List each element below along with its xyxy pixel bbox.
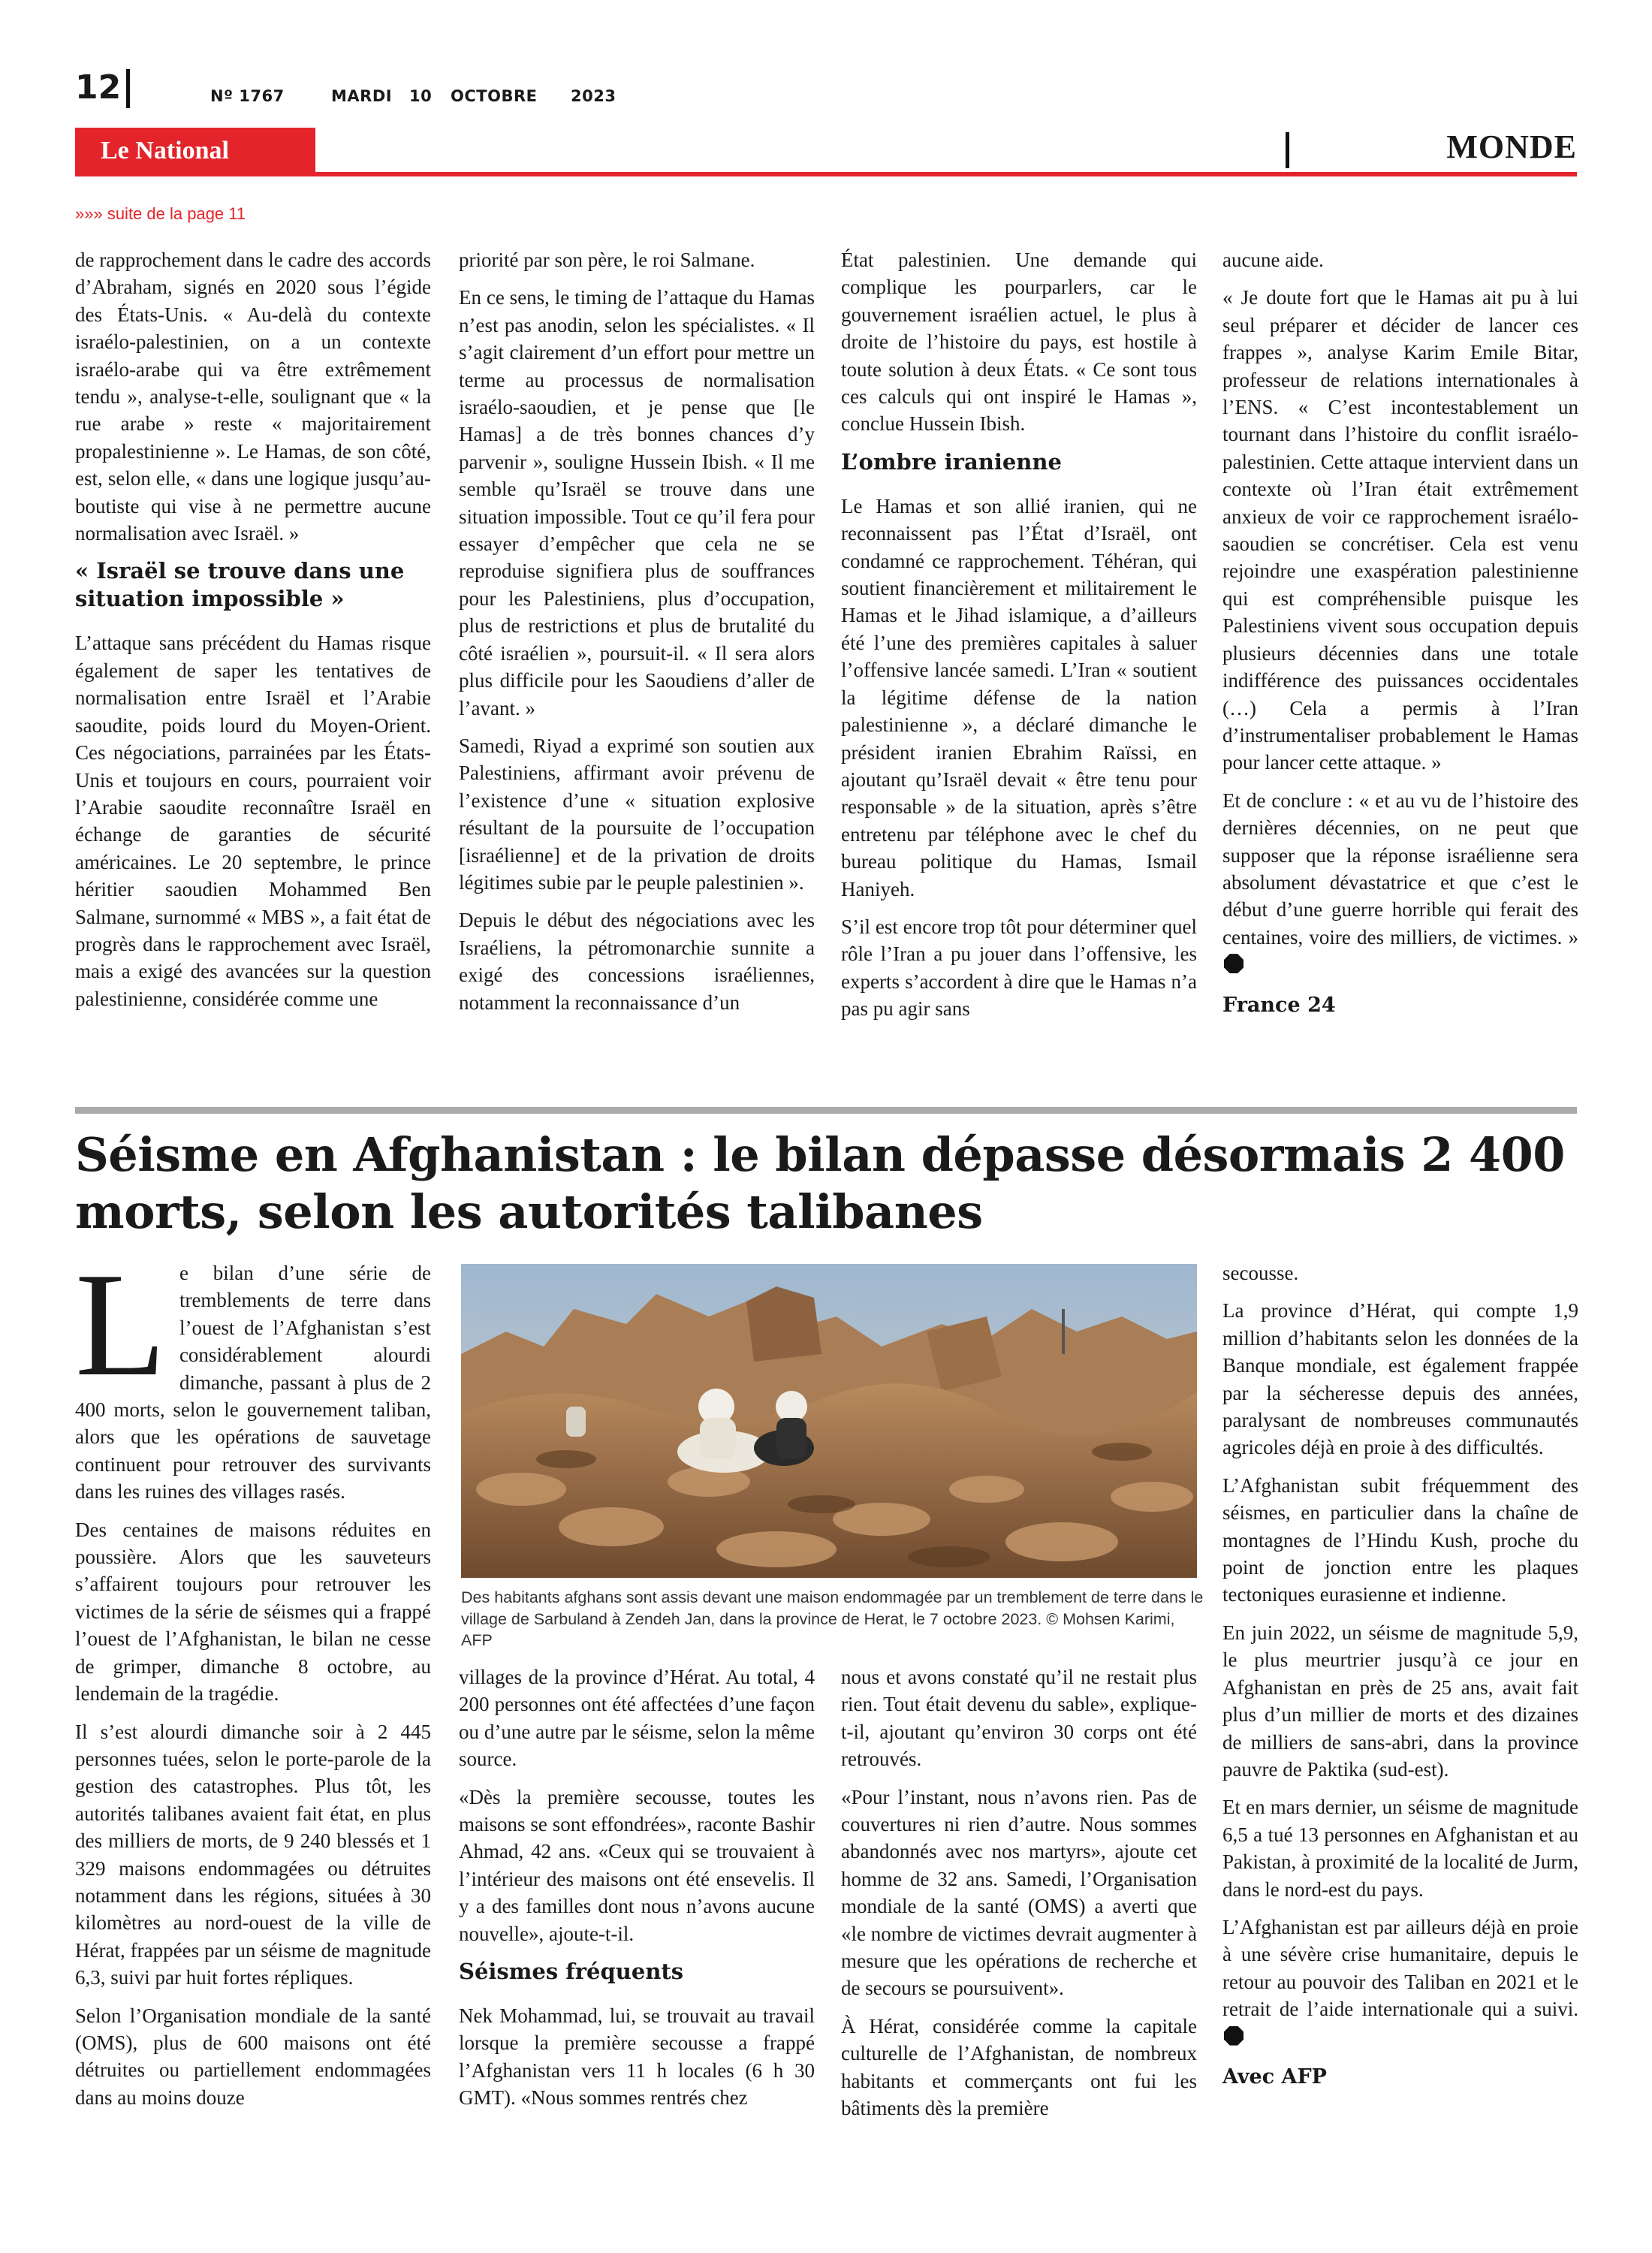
article1-column-1 — [75, 246, 431, 1023]
paragraph: Depuis le début des négociations avec les Israéliens, la pétromonarchie sunnite a exigé des concessions israéliennes, notamment la reconnaissance d’un — [459, 909, 815, 1014]
brand-logo: Le National — [101, 137, 229, 164]
earthquake-photo — [461, 1264, 1197, 1578]
paragraph: En ce sens, le timing de l’attaque du Hamas n’est pas anodin, selon les spécialistes. « Il s’agit clairement d’un effort pour mettre un terme au processus de normalisation israélo-saoudien, et je pense que [le Hamas] a de très bonnes chances d’y parvenir », souligne Hussein Ibish. « Il me semble qu’Israël se trouve dans une situation impossible. Tout ce qu’il fera pour essayer d’empêcher que cela ne se reproduise signifiera plus de souffrances pour les Palestiniens, plus d’occupation, plus de restrictions et plus de brutalité du côté israélien », poursuit-il. « Il sera alors plus difficile pour les Saoudiens d’aller de l’avant. » — [459, 286, 815, 719]
end-of-article-icon — [1224, 954, 1244, 973]
article2-column-4 — [1222, 1259, 1578, 2091]
article2-column-3 — [841, 1663, 1197, 2133]
paragraph: Nek Mohammad, lui, se trouvait au travail lorsque la première secousse a frappé l’Afghanistan vers 11 h locales (6 h 30 GMT). «Nous sommes rentrés chez — [459, 2004, 815, 2110]
paragraph-text: e bilan d’une série de tremblements de terre dans l’ouest de l’Afghanistan s’est considérablement alourdi dimanche, passant à plus de 2 400 morts, selon le gouvernement taliban, alors que les opérations de sauvetage continuent pour retrouver des survivants dans les ruines des villages rasés. — [75, 1262, 431, 1504]
article2-headline: Séisme en Afghanistan : le bilan dépasse désormais 2 400 morts, selon les autorités talibanes — [75, 1127, 1565, 1239]
paragraph: Et en mars dernier, un séisme de magnitude 6,5 a tué 13 personnes en Afghanistan et au Pakistan, à proximité de la localité de Jurm, dans le nord-est du pays. — [1222, 1796, 1578, 1901]
issue-number: Nº 1767 — [210, 87, 285, 105]
article-separator — [75, 1107, 1577, 1114]
paragraph: La province d’Hérat, qui compte 1,9 million d’habitants selon les données de la Banque mondiale, est également frappée par la sécheresse depuis des années, paralysant de nombreuses communautés agricoles déjà en proie à des difficultés. — [1222, 1299, 1578, 1459]
paragraph-text: L’Afghanistan est par ailleurs déjà en proie à une sévère crise humanitaire, depuis le retour au pouvoir des Taliban en 2021 et le retrait de l’aide internationale qui a suivi. — [1222, 1915, 1578, 2021]
paragraph — [75, 1242, 431, 1506]
subheading: « Israël se trouve dans une situation impossible » — [75, 558, 405, 612]
paragraph: priorité par son père, le roi Salmane. — [459, 249, 755, 271]
photo-caption: Des habitants afghans sont assis devant une maison endommagée par un tremblement de terre dans le village de Sarbuland à Zendeh Jan, dans la province de Herat, le 7 octobre 2023. © Mohsen Karimi, AFP — [461, 1588, 1204, 1650]
paragraph: S’il est encore trop tôt pour déterminer quel rôle l’Iran a pu jouer dans l’offensive, les experts s’accordent à dire que le Hamas n’a pas pu agir sans — [841, 915, 1197, 1021]
end-of-article-icon — [1224, 2026, 1244, 2046]
drop-cap: L — [75, 1242, 166, 1407]
header-rule — [75, 172, 1577, 176]
article1-column-3 — [841, 246, 1197, 1033]
paragraph: secousse. — [1222, 1262, 1299, 1284]
paragraph: de rapprochement dans le cadre des accords d’Abraham, signés en 2020 sous l’égide des États-Unis. « Au-delà du contexte israélo-palestinien, on a un contexte israélo-arabe qui va être extrêmement tendu », analyse-t-elle, soulignant que « la rue arabe » reste « majoritairement propalestinienne ». Le Hamas, de son côté, est, selon elle, « dans une logique jusqu’au-boutiste qui vise à ne permettre aucune normalisation avec Israël. » — [75, 249, 431, 545]
paragraph: «Dès la première secousse, toutes les maisons se sont effondrées», raconte Bashir Ahmad, 42 ans. «Ceux qui se trouvaient à l’intérieur des maisons ont été ensevelis. Il y a des familles dont nous n’avons aucune nouvelle», ajoute-t-il. — [459, 1785, 815, 1945]
paragraph: En juin 2022, un séisme de magnitude 5,9, le plus meurtrier jusqu’à ce jour en Afghanistan en près de 25 ans, avait fait plus d’un millier de morts et des dizaines de milliers de sans-abri, dans la province pauvre de Paktika (sud-est). — [1222, 1621, 1578, 1781]
date-month: OCTOBRE — [451, 87, 538, 105]
paragraph: Samedi, Riyad a exprimé son soutien aux Palestiniens, affirmant avoir prévenu de l’existence d’une « situation explosive résultant de la poursuite de l’occupation [israélienne] et de la privation de droits légitimes subie par le peuple palestinien ». — [459, 734, 815, 894]
date-number: 10 — [409, 87, 433, 105]
paragraph: aucune aide. — [1222, 249, 1324, 271]
paragraph: Il s’est alourdi dimanche soir à 2 445 personnes tuées, selon le porte-parole de la gestion des catastrophes. Plus tôt, les autorités talibanes avaient fait état, en plus des milliers de morts, de 9 240 blessés et 1 329 maisons endommagées ou détruites notamment dans les régions, situées à 30 kilomètres au nord-ouest de la ville de Hérat, frappées par un séisme de magnitude 6,3, suivi par huit fortes répliques. — [75, 1720, 431, 1989]
subheading: Séismes fréquents — [459, 1959, 684, 1985]
paragraph: L’Afghanistan subit fréquemment des séismes, en particulier dans la chaîne de montagnes de l’Hindu Kush, proche du point de jonction entre les plaques tectoniques eurasienne et indienne. — [1222, 1473, 1578, 1606]
paragraph: Le Hamas et son allié iranien, qui ne reconnaissent pas l’État d’Israël, ont condamné ce rapprochement. Téhéran, qui soutient financièrement et militairement le Hamas et le Jihad islamique, a d’ailleurs été l’une des premières capitales à saluer l’offensive lancée samedi. L’Iran « soutient la légitime défense de la nation palestinienne », a déclaré dimanche le président iranien Ebrahim Raïssi, en ajoutant qu’Israël devait « être tenu pour responsable » de la situation, après s’être entretenu par téléphone avec le chef du bureau politique du Hamas, Ismail Haniyeh. — [841, 494, 1197, 900]
paragraph — [1222, 787, 1578, 979]
continued-from: »»» suite de la page 11 — [75, 204, 246, 223]
paragraph: L’attaque sans précédent du Hamas risque également de saper les tentatives de normalisation entre Israël et l’Arabie saoudite, poids lourd du Moyen-Orient. Ces négociations, parrainées par les États-Unis et toujours en cours, pourraient voir l’Arabie saoudite reconnaître Israël en échange de garanties de sécurité américaines. Le 20 septembre, le prince héritier saoudien Mohammed Ben Salmane, surnommé « MBS », a fait état de progrès dans le rapprochement avec Israël, mais a exigé des avancées sur la question palestinienne, considérée comme une — [75, 632, 431, 1010]
article1-column-2 — [459, 246, 815, 1027]
paragraph: Selon l’Organisation mondiale de la santé (OMS), plus de 600 maisons ont été détruites ou partiellement endommagées dans au moins douze — [75, 2004, 431, 2109]
paragraph: villages de la province d’Hérat. Au total, 4 200 personnes ont été affectées d’une façon ou d’une autre par le séisme, selon la même source. — [459, 1666, 815, 1771]
paragraph: État palestinien. Une demande qui complique les pourparlers, car le gouvernement israélien actuel, le plus à droite de l’histoire du pays, est hostile à toute solution à deux États. « Ce sont tous ces calculs qui ont inspiré le Hamas », conclue Hussein Ibish. — [841, 249, 1197, 436]
date-year: 2023 — [571, 87, 616, 105]
paragraph: À Hérat, considérée comme la capitale culturelle de l’Afghanistan, de nombreux habitants et commerçants ont fui les bâtiments dès la première — [841, 2014, 1197, 2120]
paragraph: «Pour l’instant, nous n’avons rien. Pas de couvertures ni rien d’autre. Nous sommes abandonnés avec nos martyrs», ajoute cet homme de 32 ans. Samedi, l’Organisation mondiale de la santé (OMS) a averti que «le nombre de victimes devrait augmenter à mesure que les opérations de recherche et de secours se poursuivent». — [841, 1785, 1197, 2000]
paragraph-text: Et de conclure : « et au vu de l’histoire des dernières décennies, on ne peut que supposer que la réponse israélienne sera absolument dévastatrice et que c’est le début d’une guerre horrible qui ferait des centaines, voire des milliers, de victimes. » — [1222, 789, 1578, 949]
paragraph: nous et avons constaté qu’il ne restait plus rien. Tout était devenu du sable», explique-t-il, ajoutant qu’environ 30 corps ont été retrouvés. — [841, 1666, 1197, 1771]
section-divider — [1286, 132, 1289, 168]
article-source: France 24 — [1222, 993, 1336, 1017]
article2-column-2 — [459, 1663, 815, 2122]
page-number: 12 — [75, 68, 122, 107]
section-title: MONDE — [1446, 128, 1577, 165]
date-day: MARDI — [331, 87, 393, 105]
page-number-divider — [126, 69, 130, 108]
subheading: L’ombre iranienne — [841, 448, 1062, 475]
article1-column-4 — [1222, 246, 1578, 1019]
article-source: Avec AFP — [1222, 2064, 1327, 2089]
article2-column-1 — [75, 1242, 431, 2122]
paragraph: « Je doute fort que le Hamas ait pu à lui seul préparer et décider de lancer ces frappes », analyse Karim Emile Bitar, professeur de relations internationales à l’ENS. « C’est incontestablement un tournant dans l’histoire du conflit israélo-palestinien. Cette attaque intervient dans un contexte où l’Iran était extrêmement anxieux de voir ce rapprochement israélo-saoudien se concrétiser. Cela est venu rejoindre une exaspération palestinienne qui est compréhensible puisque les Palestiniens vivent sous occupation depuis plusieurs décennies dans une totale indifférence des puissances occidentales (…) Cela a permis à l’Iran d’instrumentaliser probablement le Hamas pour lancer cette attaque. » — [1222, 286, 1578, 774]
paragraph — [1222, 1914, 1578, 2050]
paragraph: Des centaines de maisons réduites en poussière. Alors que les sauveteurs s’affairent toujours pour retrouver les victimes de la série de séismes qui a frappé l’ouest de l’Afghanistan, le bilan ne cesse de grimper, dimanche 8 octobre, au lendemain de la tragédie. — [75, 1518, 431, 1706]
